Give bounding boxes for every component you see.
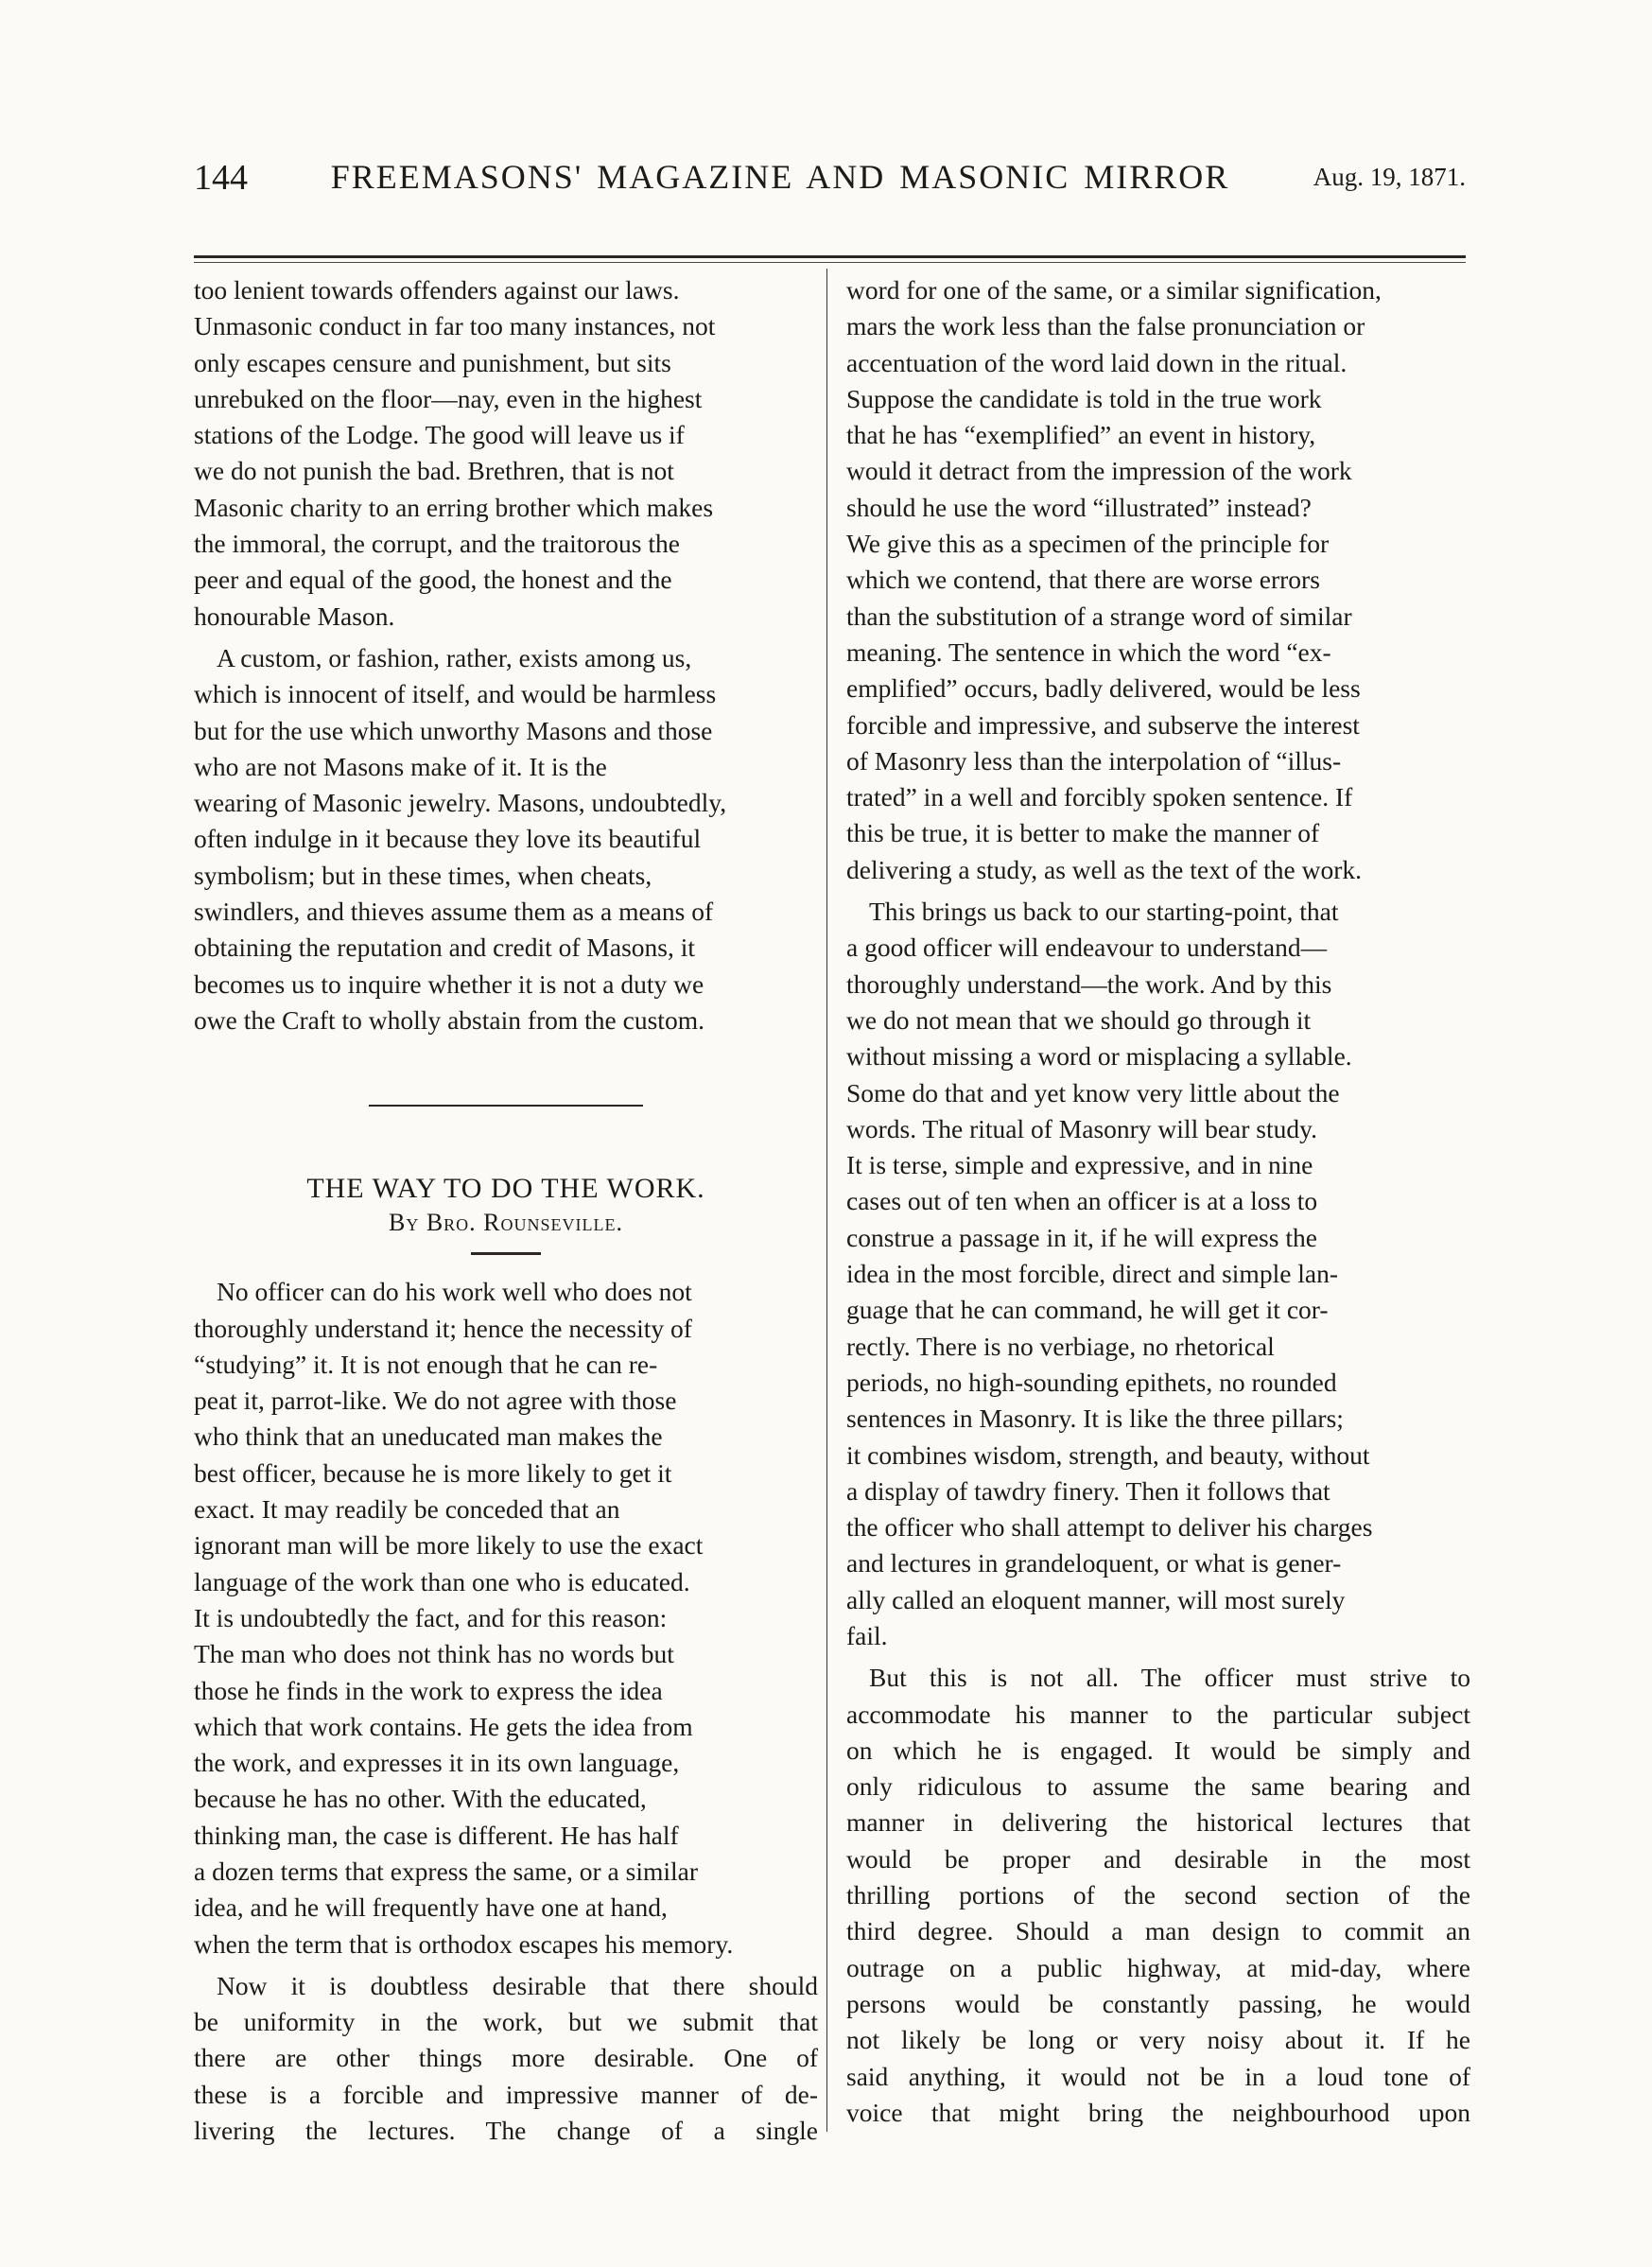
text-line: honourable Mason.	[194, 601, 395, 631]
text-line: this be true, it is better to make the manner of	[846, 818, 1320, 848]
text-line: a good officer will endeavour to understand—	[846, 933, 1328, 963]
text-line: a display of tawdry finery. Then it follows that	[846, 1475, 1330, 1506]
text-line: these is a forcible and impressive manner of de-	[194, 2079, 818, 2109]
text-line: construe a passage in it, if he will express the	[846, 1222, 1317, 1252]
section-separator	[369, 1105, 643, 1107]
text-line: Unmasonic conduct in far too many instances, not	[194, 311, 716, 341]
text-line: This brings us back to our starting-point, that	[869, 897, 1339, 927]
text-line: peat it, parrot-like. We do not agree with those	[194, 1386, 677, 1416]
text-line: language of the work than one who is educated.	[194, 1566, 690, 1596]
text-line: the work, and expresses it in its own language,	[194, 1748, 680, 1778]
column-divider	[826, 269, 827, 2132]
text-line: too lenient towards offenders against our laws.	[194, 275, 680, 305]
text-line: cases out of ten when an officer is at a loss to	[846, 1186, 1318, 1216]
text-line: rectly. There is no verbiage, no rhetorical	[846, 1331, 1275, 1361]
text-line: forcible and impressive, and subserve the interest	[846, 709, 1360, 740]
page-number: 144	[194, 158, 248, 198]
text-line: But this is not all. The officer must strive to	[869, 1663, 1470, 1693]
text-line: fail.	[846, 1620, 888, 1650]
text-line: A custom, or fashion, rather, exists among us,	[217, 642, 692, 672]
text-line: would be proper and desirable in the most	[846, 1843, 1470, 1874]
text-line: thinking man, the case is different. He has half	[194, 1820, 679, 1850]
text-line: without missing a word or misplacing a syllable.	[846, 1041, 1352, 1072]
text-line: which is innocent of itself, and would be harmless	[194, 679, 717, 709]
text-line: we do not punish the bad. Brethren, that is not	[194, 456, 674, 486]
text-line: unrebuked on the floor—nay, even in the highest	[194, 383, 703, 413]
paragraph	[194, 272, 818, 635]
page-header	[194, 151, 1466, 214]
text-line: emplified” occurs, badly delivered, would be less	[846, 673, 1361, 704]
text-line: idea, and he will frequently have one at hand,	[194, 1892, 668, 1923]
text-line: ally called an eloquent manner, will most surely	[846, 1584, 1346, 1614]
text-line: It is undoubtedly the fact, and for this reason:	[194, 1602, 668, 1632]
text-line: exact. It may readily be conceded that an	[194, 1494, 620, 1525]
text-line: becomes us to inquire whether it is not a duty we	[194, 968, 704, 999]
text-line: voice that might bring the neighbourhood upon	[846, 2097, 1470, 2127]
text-line: guage that he can command, he will get it cor-	[846, 1295, 1329, 1325]
text-line: not likely be long or very noisy about it. If he	[846, 2025, 1470, 2055]
text-line: words. The ritual of Masonry will bear study.	[846, 1113, 1317, 1143]
text-line: which that work contains. He gets the idea from	[194, 1711, 693, 1741]
text-line: Now it is doubtless desirable that there should	[217, 1970, 818, 2000]
text-line: obtaining the reputation and credit of Masons, it	[194, 933, 696, 963]
text-line: only ridiculous to assume the same bearing and	[846, 1771, 1470, 1802]
text-line: who are not Masons make of it. It is the	[194, 751, 607, 781]
text-line: be uniformity in the work, but we submit that	[194, 2007, 818, 2037]
text-line: wearing of Masonic jewelry. Masons, undoubtedly,	[194, 788, 727, 818]
paragraph	[846, 272, 1470, 888]
text-line: accommodate his manner to the particular subject	[846, 1699, 1470, 1729]
text-line: trated” in a well and forcibly spoken sentence. If	[846, 782, 1353, 812]
text-line: swindlers, and thieves assume them as a means of	[194, 897, 714, 927]
text-line: idea in the most forcible, direct and simple lan-	[846, 1259, 1339, 1289]
text-line: livering the lectures. The change of a single	[194, 2116, 818, 2146]
text-line: thoroughly understand—the work. And by this	[846, 968, 1332, 999]
text-line: peer and equal of the good, the honest and the	[194, 565, 672, 595]
text-line: only escapes censure and punishment, but sits	[194, 347, 671, 377]
right-column	[846, 272, 1470, 2131]
text-line: It is terse, simple and expressive, and in nine	[846, 1150, 1313, 1180]
text-line: manner in delivering the historical lectures that	[846, 1807, 1470, 1838]
text-line: than the substitution of a strange word of similar	[846, 601, 1352, 631]
magazine-title: FREEMASONS' MAGAZINE AND MASONIC MIRROR	[330, 158, 1230, 196]
paragraph	[846, 894, 1470, 1654]
header-rule	[194, 255, 1466, 258]
text-line: best officer, because he is more likely to get it	[194, 1457, 672, 1488]
text-line: that he has “exemplified” an event in history,	[846, 420, 1316, 450]
left-column	[194, 272, 818, 2149]
text-line: The man who does not think has no words but	[194, 1639, 674, 1669]
text-line: periods, no high-sounding epithets, no rounded	[846, 1367, 1337, 1397]
text-line: owe the Craft to wholly abstain from the custom.	[194, 1004, 704, 1035]
title-rule	[471, 1252, 541, 1255]
text-line: “studying” it. It is not enough that he can re-	[194, 1349, 658, 1379]
text-line: but for the use which unworthy Masons and those	[194, 715, 713, 745]
text-line: meaning. The sentence in which the word “ex-	[846, 637, 1331, 667]
text-line: ignorant man will be more likely to use the exact	[194, 1530, 704, 1561]
text-line: the officer who shall attempt to deliver his charges	[846, 1512, 1373, 1543]
text-line: thrilling portions of the second section of the	[846, 1880, 1470, 1910]
text-line: stations of the Lodge. The good will leave us if	[194, 420, 685, 450]
issue-date: Aug. 19, 1871.	[1313, 163, 1466, 191]
text-line: thoroughly understand it; hence the necessity of	[194, 1313, 692, 1343]
paragraph	[194, 1274, 818, 1962]
text-line: mars the work less than the false pronunciation or	[846, 311, 1365, 341]
text-line: because he has no other. With the educated,	[194, 1784, 647, 1814]
text-line: word for one of the same, or a similar signification,	[846, 275, 1382, 305]
text-line: which we contend, that there are worse errors	[846, 565, 1320, 595]
text-line: should he use the word “illustrated” instead?	[846, 492, 1312, 522]
paragraph	[194, 640, 818, 1038]
text-line: sentences in Masonry. It is like the three pillars;	[846, 1404, 1344, 1434]
text-line: delivering a study, as well as the text of the work.	[846, 854, 1363, 884]
text-line: Some do that and yet know very little about the	[846, 1077, 1340, 1107]
paragraph	[846, 1660, 1470, 2131]
text-line: who think that an uneducated man makes the	[194, 1421, 663, 1452]
header-rule-thin	[194, 262, 1466, 263]
text-line: third degree. Should a man design to commit an	[846, 1916, 1470, 1946]
text-line: Suppose the candidate is told in the true work	[846, 383, 1322, 413]
text-line: and lectures in grandeloquent, or what is gener-	[846, 1548, 1342, 1578]
text-line: would it detract from the impression of the work	[846, 456, 1352, 486]
article-byline: By Bro. Rounseville.	[388, 1209, 623, 1237]
text-line: often indulge in it because they love its beautiful	[194, 824, 702, 854]
text-line: We give this as a specimen of the principle for	[846, 529, 1330, 559]
text-line: a dozen terms that express the same, or a similar	[194, 1856, 699, 1886]
text-line: persons would be constantly passing, he would	[846, 1988, 1470, 2018]
text-line: of Masonry less than the interpolation of “illus-	[846, 745, 1342, 776]
text-line: it combines wisdom, strength, and beauty, without	[846, 1439, 1370, 1470]
text-line: said anything, it would not be in a loud tone of	[846, 2061, 1470, 2091]
text-line: accentuation of the word laid down in the ritual.	[846, 347, 1348, 377]
text-line: when the term that is orthodox escapes his memory.	[194, 1928, 734, 1959]
text-line: symbolism; but in these times, when cheats,	[194, 860, 652, 890]
text-line: there are other things more desirable. One of	[194, 2043, 818, 2073]
paragraph	[194, 1968, 818, 2149]
text-line: outrage on a public highway, at mid-day, where	[846, 1952, 1470, 1982]
text-line: the immoral, the corrupt, and the traitorous the	[194, 529, 680, 559]
text-line: those he finds in the work to express the idea	[194, 1675, 663, 1705]
text-line: we do not mean that we should go through it	[846, 1004, 1312, 1035]
text-line: No officer can do his work well who does not	[217, 1277, 692, 1307]
article-title: THE WAY TO DO THE WORK.	[306, 1173, 705, 1205]
text-line: on which he is engaged. It would be simply and	[846, 1735, 1470, 1765]
text-line: Masonic charity to an erring brother which makes	[194, 492, 714, 522]
